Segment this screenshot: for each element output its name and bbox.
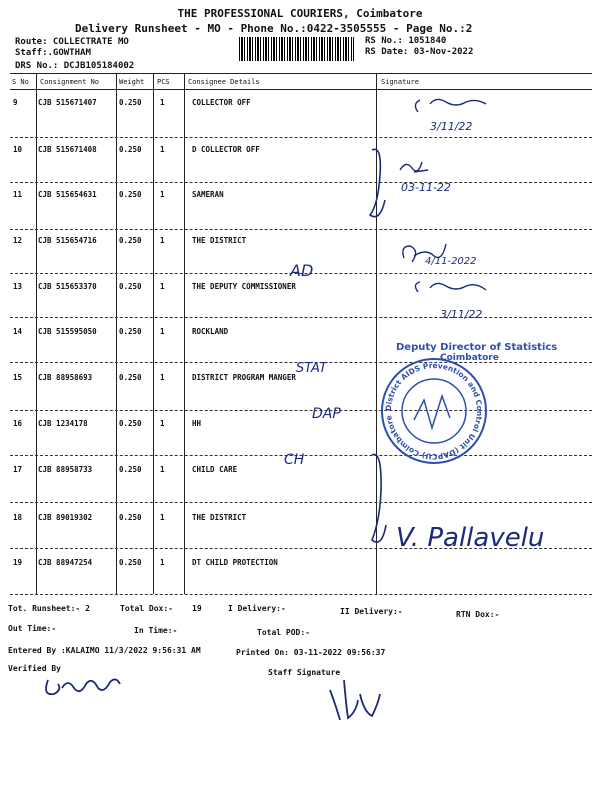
mark-dap: DAP	[312, 406, 341, 422]
sig-row9-date: 3/11/22	[430, 120, 473, 133]
in-time: In Time:-	[134, 626, 178, 635]
aids-stamp-ring-text: District AIDS Prevention and Control Unit (DAPCU) Coimbatore	[383, 360, 485, 462]
mark-ad: AD	[290, 261, 314, 280]
total-dox-label: Total Dox:-	[120, 604, 173, 613]
sig-row18-name: V. Pallavelu	[396, 523, 545, 553]
col-signature-header: Signature	[381, 78, 419, 86]
company-title: THE PROFESSIONAL COURIERS, Coimbatore	[177, 7, 423, 20]
rs-date: RS Date: 03-Nov-2022	[365, 47, 474, 57]
entered-by: Entered By :KALAIMO 11/3/2022 9:56:31 AM	[8, 646, 201, 655]
col-sno-header: S No	[12, 78, 29, 86]
tot-runsheet: Tot. Runsheet:- 2	[8, 604, 90, 613]
sig-row12-date: 4/11-2022	[425, 256, 477, 267]
i-delivery: I Delivery:-	[228, 604, 286, 613]
sig-row10-mark	[400, 162, 428, 172]
ii-delivery: II Delivery:-	[340, 607, 403, 616]
mark-ch: CH	[284, 452, 305, 468]
col-consignment-header: Consignment No	[40, 78, 100, 86]
sig-row9-mark	[415, 99, 486, 112]
staff-signature-label: Staff Signature	[268, 668, 341, 677]
svg-text:District AIDS Prevention and C	[384, 361, 484, 461]
stamp-deputy-city: Coimbatore	[440, 353, 499, 363]
rs-number: RS No.: 1051840	[365, 36, 447, 46]
printed-on: Printed On: 03-11-2022 09:56:37	[236, 648, 386, 657]
col-consignee-header: Consignee Details	[188, 78, 260, 86]
bracket-stroke-top	[370, 149, 385, 216]
route-label: Route: COLLECTRATE MO	[15, 37, 129, 47]
out-time: Out Time:-	[8, 624, 57, 633]
bracket-stroke-bottom	[372, 454, 386, 542]
verified-by-label: Verified By	[8, 664, 61, 673]
sig-row10-date: 03-11-22	[401, 181, 451, 194]
staff-signature-scribble	[330, 680, 380, 720]
total-dox-value: 19	[192, 604, 202, 613]
col-weight-header: Weight	[119, 78, 145, 86]
rtn-dox: RTN Dox:-	[456, 610, 500, 619]
aids-round-stamp	[382, 359, 486, 463]
sig-row13-date: 3/11/22	[440, 308, 483, 321]
stamp-deputy-director: Deputy Director of Statistics	[396, 342, 558, 353]
verified-by-signature	[46, 679, 120, 694]
total-pod: Total POD:-	[257, 628, 310, 637]
col-pcs-header: PCS	[157, 78, 170, 86]
drs-number: DRS No.: DCJB105184002	[15, 61, 135, 71]
mark-stat: STAT	[296, 361, 327, 376]
sig-row13-mark	[415, 282, 486, 292]
staff-label: Staff:.GOWTHAM	[15, 48, 91, 58]
runsheet-title: Delivery Runsheet - MO - Phone No.:0422-3505555 - Page No.:2	[75, 22, 473, 35]
